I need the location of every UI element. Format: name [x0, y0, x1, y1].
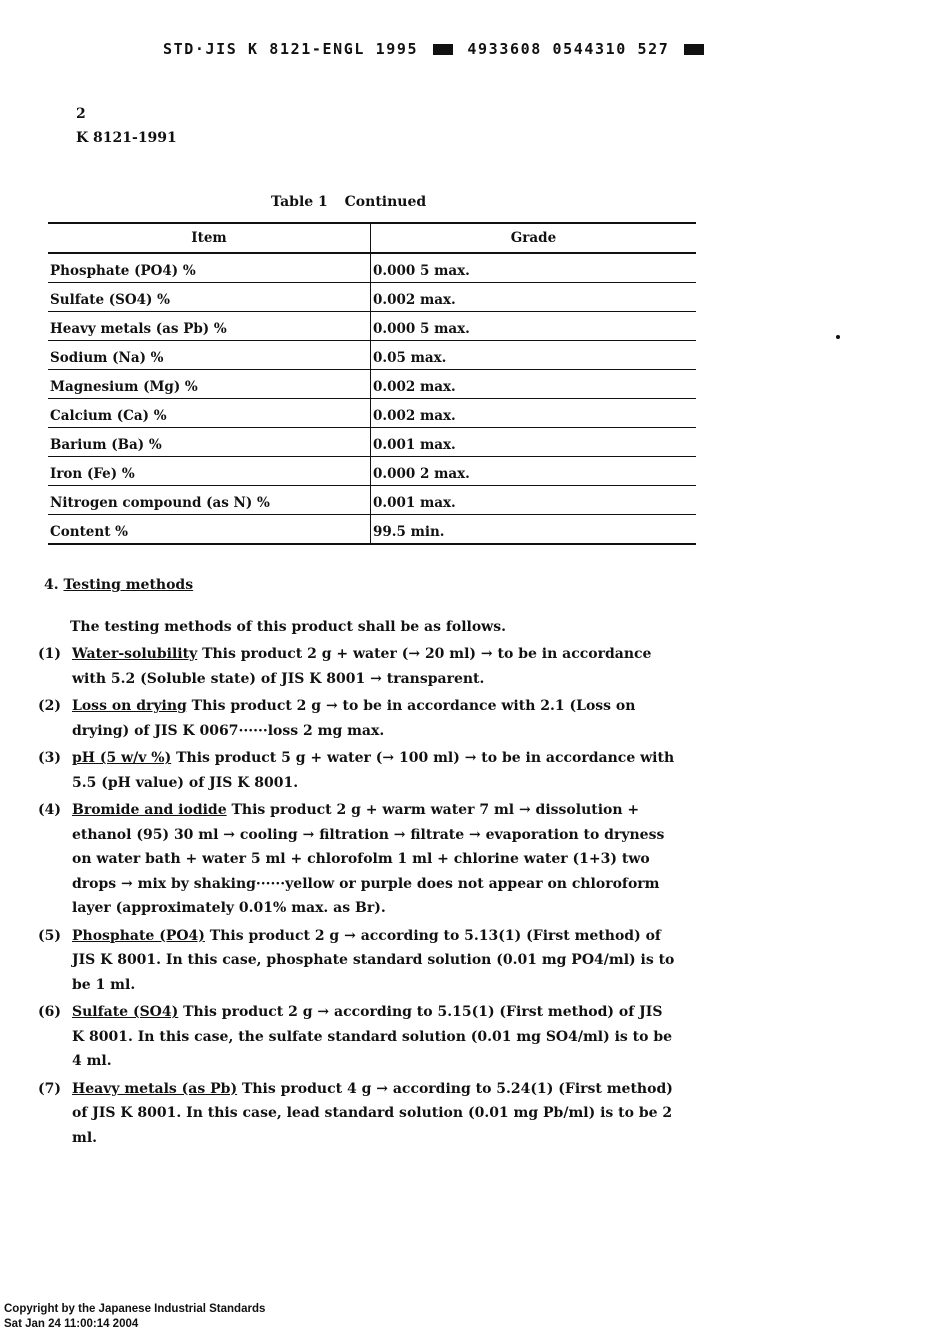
timestamp-line: Sat Jan 24 11:00:14 2004 [4, 1318, 139, 1330]
method-title: Heavy metals (as Pb) [72, 1080, 238, 1097]
section-title: Testing methods [63, 577, 194, 593]
column-header-grade: Grade [371, 223, 697, 253]
table-row [48, 399, 696, 428]
method-title: Sulfate (SO4) [72, 1004, 179, 1020]
method-body [72, 746, 678, 795]
table-header-row [48, 223, 696, 253]
method-item [38, 1000, 678, 1074]
header-serial: 4933608 0544310 527 [467, 40, 670, 58]
row-item: Heavy metals (as Pb) % [48, 312, 371, 341]
table-row [48, 428, 696, 457]
method-item [38, 1077, 678, 1151]
method-body [72, 924, 678, 998]
method-body [72, 642, 678, 691]
row-grade: 0.002 max. [371, 399, 697, 428]
method-number: (1) [38, 646, 61, 662]
row-item: Calcium (Ca) % [48, 399, 371, 428]
row-item: Barium (Ba) % [48, 428, 371, 457]
methods-list [38, 642, 678, 1153]
header-code: STD·JIS K 8121-ENGL 1995 [163, 40, 419, 58]
method-title: Bromide and iodide [72, 802, 227, 818]
method-body [72, 694, 678, 743]
method-item [38, 642, 678, 691]
method-title: Phosphate (PO4) [72, 927, 205, 944]
method-text: This product 2 g → according to 5.15(1) (First method) of JIS K 8001. In this case, the sulfate standard solution (0.01 mg SO4/ml) is to be 4 ml. [72, 1004, 673, 1069]
table-row [48, 486, 696, 515]
method-number: (3) [38, 750, 61, 766]
page-number: 2 [76, 106, 86, 122]
method-text: This product 2 g + water (→ 20 ml) → to be in accordance with 5.2 (Soluble state) of JIS K 8001 → transparent. [72, 646, 652, 687]
method-number: (4) [38, 802, 61, 818]
table-row [48, 341, 696, 370]
scan-speck [836, 335, 840, 339]
method-title: Loss on drying [72, 698, 187, 714]
copyright-footer [4, 1302, 265, 1332]
method-item [38, 746, 678, 795]
scan-header [163, 40, 708, 58]
method-item [38, 924, 678, 998]
row-grade: 99.5 min. [371, 515, 697, 545]
method-text: This product 4 g → according to 5.24(1) (First method) of JIS K 8001. In this case, lead standard solution (0.01 mg Pb/ml) is to be 2 ml. [72, 1080, 673, 1146]
method-body [72, 1077, 678, 1151]
method-number: (5) [38, 927, 61, 944]
section-intro: The testing methods of this product shall be as follows. [70, 619, 506, 635]
row-item: Sodium (Na) % [48, 341, 371, 370]
method-title: pH (5 w/v %) [72, 750, 172, 766]
method-item [38, 694, 678, 743]
table-caption-text: Continued [344, 194, 427, 210]
method-text: This product 2 g + warm water 7 ml → dissolution + ethanol (95) 30 ml → cooling → filtration → filtrate → evaporation to dryness on water bath + water 5 ml + chlorofolm 1 ml + chlorine water (1+3) two drops → mix by shaking······yellow or purple does not appear on chloroform layer (approximately 0.01% max. as Br). [72, 802, 665, 916]
column-header-item: Item [48, 223, 371, 253]
row-item: Magnesium (Mg) % [48, 370, 371, 399]
table-row [48, 370, 696, 399]
row-item: Iron (Fe) % [48, 457, 371, 486]
row-grade: 0.002 max. [371, 283, 697, 312]
row-item: Phosphate (PO4) % [48, 253, 371, 283]
table-caption-label: Table 1 [271, 194, 328, 210]
block-mark [433, 44, 453, 55]
row-grade: 0.001 max. [371, 428, 697, 457]
row-item: Sulfate (SO4) % [48, 283, 371, 312]
method-body [72, 1000, 678, 1074]
row-grade: 0.000 5 max. [371, 312, 697, 341]
row-item: Content % [48, 515, 371, 545]
row-item: Nitrogen compound (as N) % [48, 486, 371, 515]
row-grade: 0.001 max. [371, 486, 697, 515]
method-number: (7) [38, 1080, 61, 1097]
table-caption [271, 194, 426, 210]
method-item [38, 798, 678, 921]
section-number: 4. [44, 577, 59, 593]
section-heading [44, 577, 193, 593]
spec-table [48, 222, 696, 545]
table-row [48, 515, 696, 545]
copyright-line: Copyright by the Japanese Industrial Standards [4, 1303, 266, 1315]
method-title: Water-solubility [72, 646, 198, 662]
method-text: This product 2 g → to be in accordance with 2.1 (Loss on drying) of JIS K 0067······loss 2 mg max. [72, 698, 636, 739]
method-number: (2) [38, 698, 61, 714]
table-row [48, 253, 696, 283]
table-row [48, 312, 696, 341]
row-grade: 0.000 5 max. [371, 253, 697, 283]
method-text: This product 5 g + water (→ 100 ml) → to be in accordance with 5.5 (pH value) of JIS K 8001. [72, 750, 675, 791]
block-mark [684, 44, 704, 55]
method-body [72, 798, 678, 921]
table-row [48, 283, 696, 312]
row-grade: 0.002 max. [371, 370, 697, 399]
standard-number: K 8121-1991 [76, 130, 177, 146]
method-number: (6) [38, 1004, 61, 1020]
row-grade: 0.05 max. [371, 341, 697, 370]
row-grade: 0.000 2 max. [371, 457, 697, 486]
method-text: This product 2 g → according to 5.13(1) (First method) of JIS K 8001. In this case, phosphate standard solution (0.01 mg PO4/ml) is to be 1 ml. [72, 927, 675, 993]
table-row [48, 457, 696, 486]
